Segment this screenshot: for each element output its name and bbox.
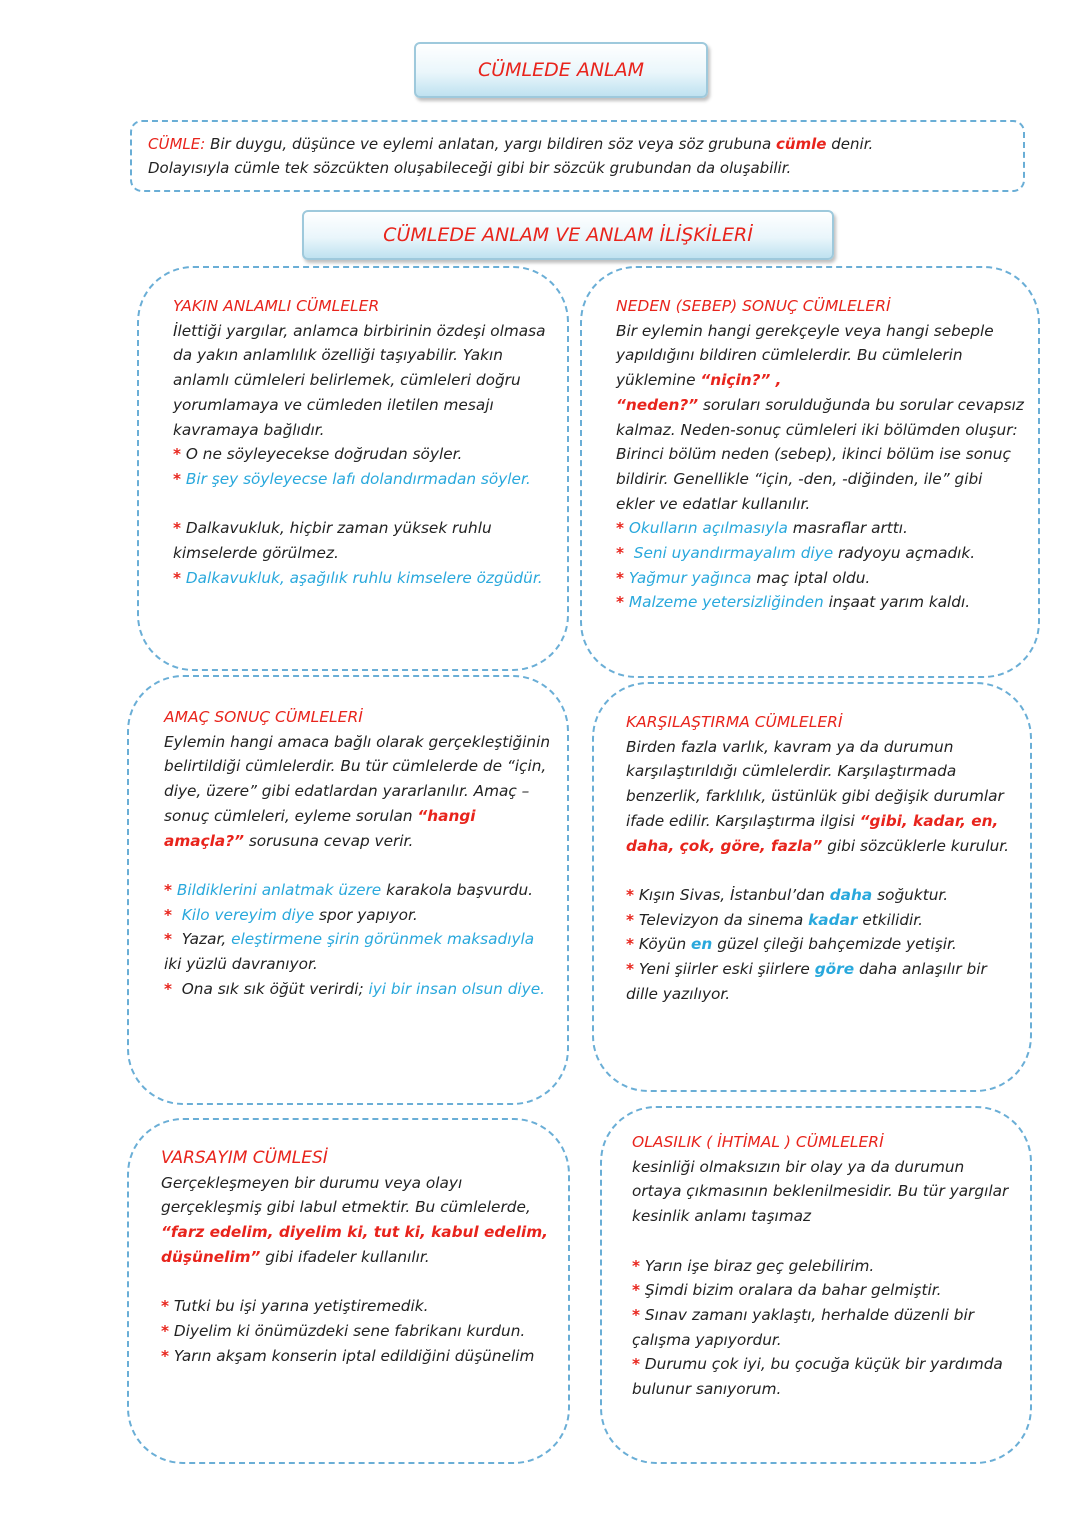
card-description: İlettiği yargılar, anlamca birbirinin özdeşi olmasa da yakın anlamlılık özelliği taşıyabilir. Yakın anlamlı cümleleri belirlemek, cümleleri doğru yorumlamaya ve cümleden iletilen mesajı kavramaya bağlıdır. (173, 321, 546, 439)
example-item (173, 516, 549, 565)
example-item (173, 566, 549, 591)
asterisk-icon: * (161, 1346, 169, 1365)
description-text: gibi ifadeler kullanılır. (265, 1247, 430, 1266)
keyword-list: “gibi, kadar, en, daha, çok, göre, fazla” (626, 811, 999, 855)
example-rest: karakola başvurdu. (386, 880, 534, 899)
card-title: NEDEN (SEBEP) SONUÇ CÜMLELERİ (616, 297, 891, 315)
example-text: güzel çileği bahçemizde yetişir. (717, 935, 957, 954)
example-item (626, 908, 1016, 933)
question-keyword: “niçin?” , (700, 371, 782, 390)
asterisk-icon: * (626, 935, 634, 954)
definition-box (130, 120, 1025, 192)
asterisk-icon: * (632, 1355, 640, 1374)
example-text: Tutki bu işi yarına yetiştiremedik. (173, 1297, 429, 1316)
example-text: Sınav zamanı yaklaştı, herhalde düzenli bir çalışma yapıyordur. (632, 1305, 975, 1349)
example-item (616, 590, 1024, 615)
card-description (616, 319, 1024, 517)
example-item (173, 442, 549, 467)
question-keyword: “hangi amaçla?” (164, 806, 476, 850)
example-item (632, 1278, 1016, 1303)
example-result: inşaat yarım kaldı. (828, 593, 971, 612)
description-text: gibi sözcüklerle kurulur. (827, 836, 1010, 855)
example-item (161, 1344, 552, 1369)
comparison-word: en (691, 935, 713, 954)
asterisk-icon: * (173, 568, 181, 587)
card-description (626, 735, 1016, 859)
example-item (164, 927, 551, 976)
example-item (164, 903, 551, 928)
keyword-list: “farz edelim, diyelim ki, tut ki, kabul edelim, düşünelim” (161, 1223, 548, 1266)
card-olasilik (600, 1106, 1032, 1464)
asterisk-icon: * (164, 880, 172, 899)
example-text: Şimdi bizim oralara da bahar gelmiştir. (644, 1281, 942, 1300)
example-cause: Yağmur yağınca (628, 568, 752, 587)
example-item (626, 957, 1016, 1006)
definition-text-end: denir. (831, 135, 874, 153)
example-rest: spor yapıyor. (319, 905, 418, 924)
example-text: Bir şey söyleyecse lafı dolandırmadan söyler. (185, 469, 531, 488)
card-description (161, 1171, 552, 1270)
card-title: KARŞILAŞTIRMA CÜMLELERİ (626, 713, 843, 731)
example-text: Yarın işe biraz geç gelebilirim. (644, 1256, 875, 1275)
comparison-word: kadar (808, 910, 858, 929)
example-text: Köyün (638, 935, 687, 954)
card-title: AMAÇ SONUÇ CÜMLELERİ (164, 708, 363, 726)
example-text: O ne söyleyecekse doğrudan söyler. (185, 445, 463, 464)
description-text: Gerçekleşmeyen bir durumu veya olayı gerçekleşmiş gibi labul etmektir. Bu cümlelerde, (161, 1173, 531, 1217)
example-text: Yarın akşam konserin iptal edildiğini düşünelim (173, 1346, 535, 1365)
asterisk-icon: * (161, 1321, 169, 1340)
definition-line-2: Dolayısıyla cümle tek sözcükten oluşabileceği gibi bir sözcük grubundan da oluşabilir. (148, 159, 792, 177)
description-text: sorusuna cevap verir. (248, 831, 414, 850)
example-item (616, 566, 1024, 591)
card-yakin-anlamli (137, 266, 569, 671)
example-result: radyoyu açmadık. (838, 544, 976, 563)
example-text: Dalkavukluk, hiçbir zaman yüksek ruhlu kimselerde görülmez. (173, 519, 492, 563)
example-cause: Malzeme yetersizliğinden (628, 593, 824, 612)
example-text: Televizyon da sinema (638, 910, 804, 929)
asterisk-icon: * (164, 905, 172, 924)
example-text: Kışın Sivas, İstanbul’dan (638, 885, 825, 904)
example-cause: Seni uyandırmayalım diye (633, 544, 834, 563)
card-title: YAKIN ANLAMLI CÜMLELER (173, 297, 380, 315)
asterisk-icon: * (616, 568, 624, 587)
description-text: Bir eylemin hangi gerekçeyle veya hangi sebeple yapıldığını bildiren cümlelerdir. Bu cümlelerin yüklemine (616, 321, 994, 390)
asterisk-icon: * (164, 930, 172, 949)
example-item (616, 541, 1024, 566)
example-purpose: iyi bir insan olsun diye. (368, 979, 545, 998)
card-varsayim (127, 1118, 570, 1464)
card-description: kesinliği olmaksızın bir olay ya da durumun ortaya çıkmasının beklenilmesidir. Bu tür yargılar kesinlik anlamı taşımaz (632, 1157, 1009, 1226)
example-text: Yeni şiirler eski şiirlere (638, 960, 810, 979)
definition-highlight: cümle (775, 135, 827, 153)
asterisk-icon: * (626, 960, 634, 979)
card-karsilastirma (592, 682, 1032, 1092)
definition-text: Bir duygu, düşünce ve eylemi anlatan, yargı bildiren söz veya söz grubuna (210, 135, 772, 153)
question-keyword: “neden?” (616, 395, 699, 414)
asterisk-icon: * (173, 469, 181, 488)
asterisk-icon: * (632, 1281, 640, 1300)
example-item (161, 1294, 552, 1319)
example-item (632, 1254, 1016, 1279)
card-title: VARSAYIM CÜMLESİ (161, 1148, 328, 1168)
example-item (626, 932, 1016, 957)
card-amac-sonuc (127, 675, 569, 1105)
asterisk-icon: * (632, 1305, 640, 1324)
asterisk-icon: * (173, 445, 181, 464)
example-result: maç iptal oldu. (756, 568, 871, 587)
asterisk-icon: * (632, 1256, 640, 1275)
page-title: CÜMLEDE ANLAM (414, 42, 708, 98)
example-purpose: eleştirmene şirin görünmek maksadıyla (231, 930, 535, 949)
card-neden-sonuc (580, 266, 1040, 678)
comparison-word: daha (829, 885, 873, 904)
asterisk-icon: * (173, 519, 181, 538)
example-start: Yazar, (181, 930, 227, 949)
asterisk-icon: * (616, 544, 624, 563)
example-purpose: Kilo vereyim diye (181, 905, 315, 924)
example-text: soğuktur. (877, 885, 949, 904)
asterisk-icon: * (161, 1297, 169, 1316)
section-title: CÜMLEDE ANLAM VE ANLAM İLİŞKİLERİ (302, 210, 834, 260)
example-rest: iki yüzlü davranıyor. (164, 955, 318, 974)
example-item (164, 878, 551, 903)
example-item (632, 1303, 1016, 1352)
description-text: Eylemin hangi amaca bağlı olarak gerçekleştiğinin belirtildiği cümlelerdir. Bu tür cümlelerde de “için, diye, üzere” gibi edatlardan yararlanılır. Amaç – sonuç cümleleri, eyleme sorulan (164, 732, 551, 825)
example-cause: Okulların açılmasıyla (628, 519, 788, 538)
example-item (632, 1352, 1016, 1401)
example-item (161, 1319, 552, 1344)
asterisk-icon: * (616, 519, 624, 538)
example-result: masraflar arttı. (792, 519, 908, 538)
example-text: Durumu çok iyi, bu çocuğa küçük bir yardımda bulunur sanıyorum. (632, 1355, 1003, 1399)
example-item (626, 883, 1016, 908)
example-text: daha anlaşılır bir dille yazılıyor. (626, 960, 987, 1003)
description-text: Birden fazla varlık, kavram ya da durumun karşılaştırıldığı cümlelerdir. Karşılaştırmada benzerlik, farklılık, üstünlük gibi değişik durumlar ifade edilir. Karşılaştırma ilgisi (626, 737, 1004, 830)
example-text: Diyelim ki önümüzdeki sene fabrikanı kurdun. (173, 1321, 526, 1340)
example-text: etkilidir. (862, 910, 924, 929)
example-text: Dalkavukluk, aşağılık ruhlu kimselere özgüdür. (185, 568, 543, 587)
card-description (164, 730, 551, 854)
comparison-word: göre (814, 960, 855, 979)
asterisk-icon: * (626, 885, 634, 904)
example-purpose: Bildiklerini anlatmak üzere (176, 880, 382, 899)
description-text: soruları sorulduğunda bu sorular cevapsız kalmaz. Neden-sonuç cümleleri iki bölümden oluşur: Birinci bölüm neden (sebep), ikinci bölüm ise sonuç bildirir. Genellikle “için, -den, -diğinden, ile” gibi ekler ve edatlar kullanılır. (616, 395, 1024, 513)
asterisk-icon: * (164, 979, 172, 998)
example-start: Ona sık sık öğüt verirdi; (181, 979, 364, 998)
example-item (173, 467, 549, 492)
definition-term: CÜMLE: (148, 135, 206, 153)
example-item (164, 977, 551, 1002)
asterisk-icon: * (626, 910, 634, 929)
card-title: OLASILIK ( İHTİMAL ) CÜMLELERİ (632, 1133, 884, 1151)
asterisk-icon: * (616, 593, 624, 612)
example-item (616, 516, 1024, 541)
